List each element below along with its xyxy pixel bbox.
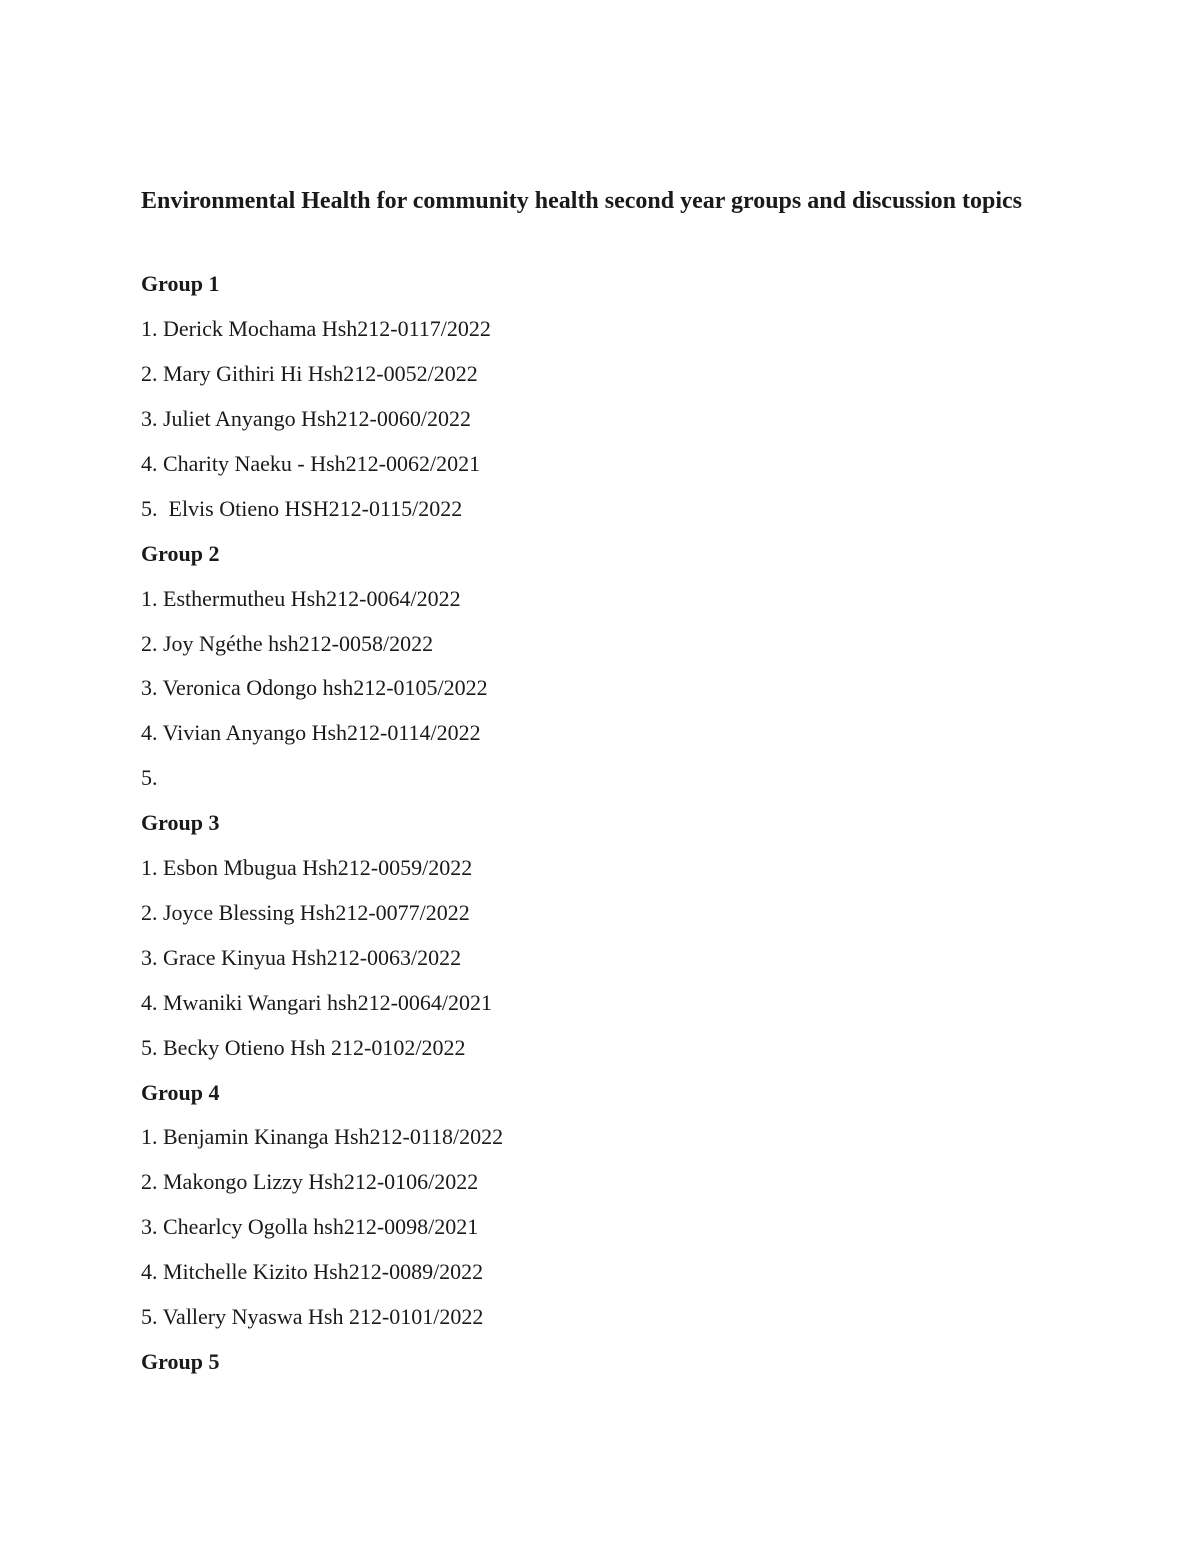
list-item: 5. Vallery Nyaswa Hsh 212-0101/2022 <box>141 1304 484 1329</box>
list-item: 3. Veronica Odongo hsh212-0105/2022 <box>141 675 488 700</box>
list-item: 3. Juliet Anyango Hsh212-0060/2022 <box>141 406 471 431</box>
list-item: 4. Vivian Anyango Hsh212-0114/2022 <box>141 720 481 745</box>
list-item: 5. Becky Otieno Hsh 212-0102/2022 <box>141 1035 466 1060</box>
group-heading-3: Group 3 <box>141 810 220 835</box>
list-item: 4. Mwaniki Wangari hsh212-0064/2021 <box>141 990 493 1015</box>
list-item: 3. Grace Kinyua Hsh212-0063/2022 <box>141 945 462 970</box>
list-item: 5. <box>141 765 158 790</box>
group-heading-5: Group 5 <box>141 1349 220 1374</box>
list-item: 1. Benjamin Kinanga Hsh212-0118/2022 <box>141 1124 504 1149</box>
list-item: 4. Mitchelle Kizito Hsh212-0089/2022 <box>141 1259 484 1284</box>
list-item: 1. Esbon Mbugua Hsh212-0059/2022 <box>141 855 473 880</box>
document-title: Environmental Health for community health second year groups and discussion topics <box>141 188 1022 214</box>
list-item: 3. Chearlcy Ogolla hsh212-0098/2021 <box>141 1214 479 1239</box>
list-item: 2. Makongo Lizzy Hsh212-0106/2022 <box>141 1169 479 1194</box>
group-heading-1: Group 1 <box>141 271 220 296</box>
list-item: 4. Charity Naeku - Hsh212-0062/2021 <box>141 451 481 476</box>
list-item: 2. Mary Githiri Hi Hsh212-0052/2022 <box>141 361 478 386</box>
list-item: 5. Elvis Otieno HSH212-0115/2022 <box>141 496 463 521</box>
list-item: 1. Derick Mochama Hsh212-0117/2022 <box>141 316 491 341</box>
list-item: 1. Esthermutheu Hsh212-0064/2022 <box>141 586 461 611</box>
list-item: 2. Joy Ngéthe hsh212-0058/2022 <box>141 631 434 656</box>
list-item: 2. Joyce Blessing Hsh212-0077/2022 <box>141 900 470 925</box>
group-heading-2: Group 2 <box>141 541 220 566</box>
group-heading-4: Group 4 <box>141 1080 220 1105</box>
